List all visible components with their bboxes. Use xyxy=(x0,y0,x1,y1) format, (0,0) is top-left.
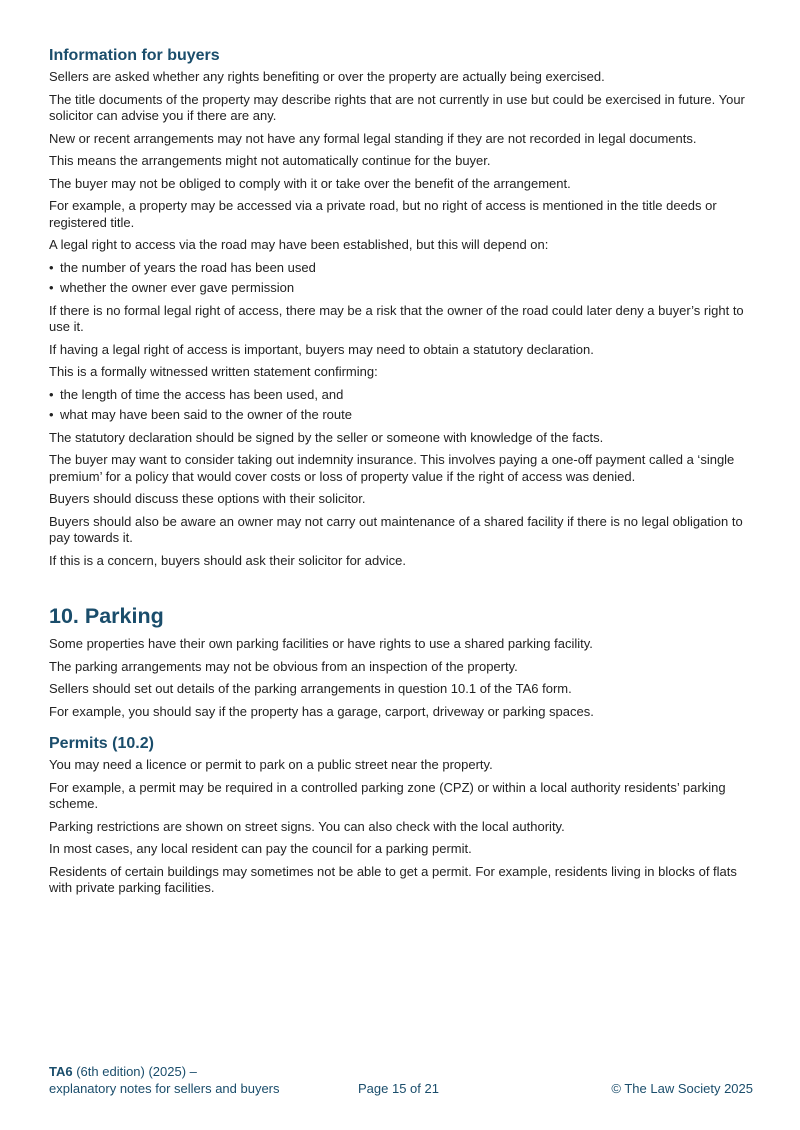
paragraph: If this is a concern, buyers should ask their solicitor for advice. xyxy=(49,552,406,568)
footer-doc-code: TA6 xyxy=(49,1064,73,1079)
paragraph: The buyer may want to consider taking out indemnity insurance. This involves paying a one-off payment called a ‘single premium’ for a policy that would cover costs or loss of property value if the right of access was denied. xyxy=(49,452,735,484)
paragraph: Buyers should also be aware an owner may not carry out maintenance of a shared facility if there is no legal obligation to pay towards it. xyxy=(49,513,743,545)
page-content xyxy=(49,46,759,903)
paragraph: The statutory declaration should be signed by the seller or someone with knowledge of the facts. xyxy=(49,429,604,445)
paragraph: Buyers should discuss these options with their solicitor. xyxy=(49,491,366,506)
paragraph: For example, a permit may be required in a controlled parking zone (CPZ) or within a local authority residents’ parking scheme. xyxy=(49,779,726,811)
footer-doc-subtitle: explanatory notes for sellers and buyers xyxy=(49,1081,280,1096)
paragraph: The parking arrangements may not be obvious from an inspection of the property. xyxy=(49,658,518,674)
paragraph: For example, you should say if the property has a garage, carport, driveway or parking spaces. xyxy=(49,703,594,719)
paragraph: New or recent arrangements may not have any formal legal standing if they are not recorded in legal documents. xyxy=(49,130,697,146)
footer-document-title xyxy=(49,1063,280,1097)
list-item: • the number of years the road has been used xyxy=(49,260,759,277)
bullet-list xyxy=(49,387,759,424)
paragraph: Some properties have their own parking facilities or have rights to use a shared parking facility. xyxy=(49,636,593,651)
footer-doc-edition: (6th edition) (2025) – xyxy=(72,1064,197,1079)
paragraph: Parking restrictions are shown on street signs. You can also check with the local authority. xyxy=(49,818,565,834)
paragraph: Sellers are asked whether any rights benefiting or over the property are actually being exercised. xyxy=(49,69,605,84)
permits-heading: Permits (10.2) xyxy=(49,735,154,752)
paragraph: The buyer may not be obliged to comply with it or take over the benefit of the arrangement. xyxy=(49,175,571,191)
paragraph: If having a legal right of access is important, buyers may need to obtain a statutory declaration. xyxy=(49,341,594,357)
paragraph: You may need a licence or permit to park on a public street near the property. xyxy=(49,757,493,772)
bullet-list xyxy=(49,260,759,297)
buyers-heading: Information for buyers xyxy=(49,47,220,64)
paragraph: Sellers should set out details of the parking arrangements in question 10.1 of the TA6 form. xyxy=(49,681,572,696)
footer-copyright: © The Law Society 2025 xyxy=(611,1081,753,1096)
paragraph: This means the arrangements might not automatically continue for the buyer. xyxy=(49,153,491,168)
parking-heading: 10. Parking xyxy=(49,604,164,628)
paragraph: If there is no formal legal right of access, there may be a risk that the owner of the road could later deny a buyer’s right to use it. xyxy=(49,302,744,334)
list-item: • what may have been said to the owner of the route xyxy=(49,407,759,424)
footer-page-number: Page 15 of 21 xyxy=(358,1081,439,1096)
paragraph: The title documents of the property may describe rights that are not currently in use but could be exercised in future. Your solicitor can advise you if there are any. xyxy=(49,91,745,123)
page-footer xyxy=(49,1063,753,1099)
list-item: • whether the owner ever gave permission xyxy=(49,280,759,297)
list-item: • the length of time the access has been used, and xyxy=(49,387,759,404)
paragraph: For example, a property may be accessed via a private road, but no right of access is mentioned in the title deeds or registered title. xyxy=(49,198,717,230)
paragraph: Residents of certain buildings may sometimes not be able to get a permit. For example, residents living in blocks of flats with private parking facilities. xyxy=(49,863,737,895)
paragraph: This is a formally witnessed written statement confirming: xyxy=(49,364,378,379)
paragraph: A legal right to access via the road may have been established, but this will depend on: xyxy=(49,237,549,252)
paragraph: In most cases, any local resident can pay the council for a parking permit. xyxy=(49,841,472,856)
